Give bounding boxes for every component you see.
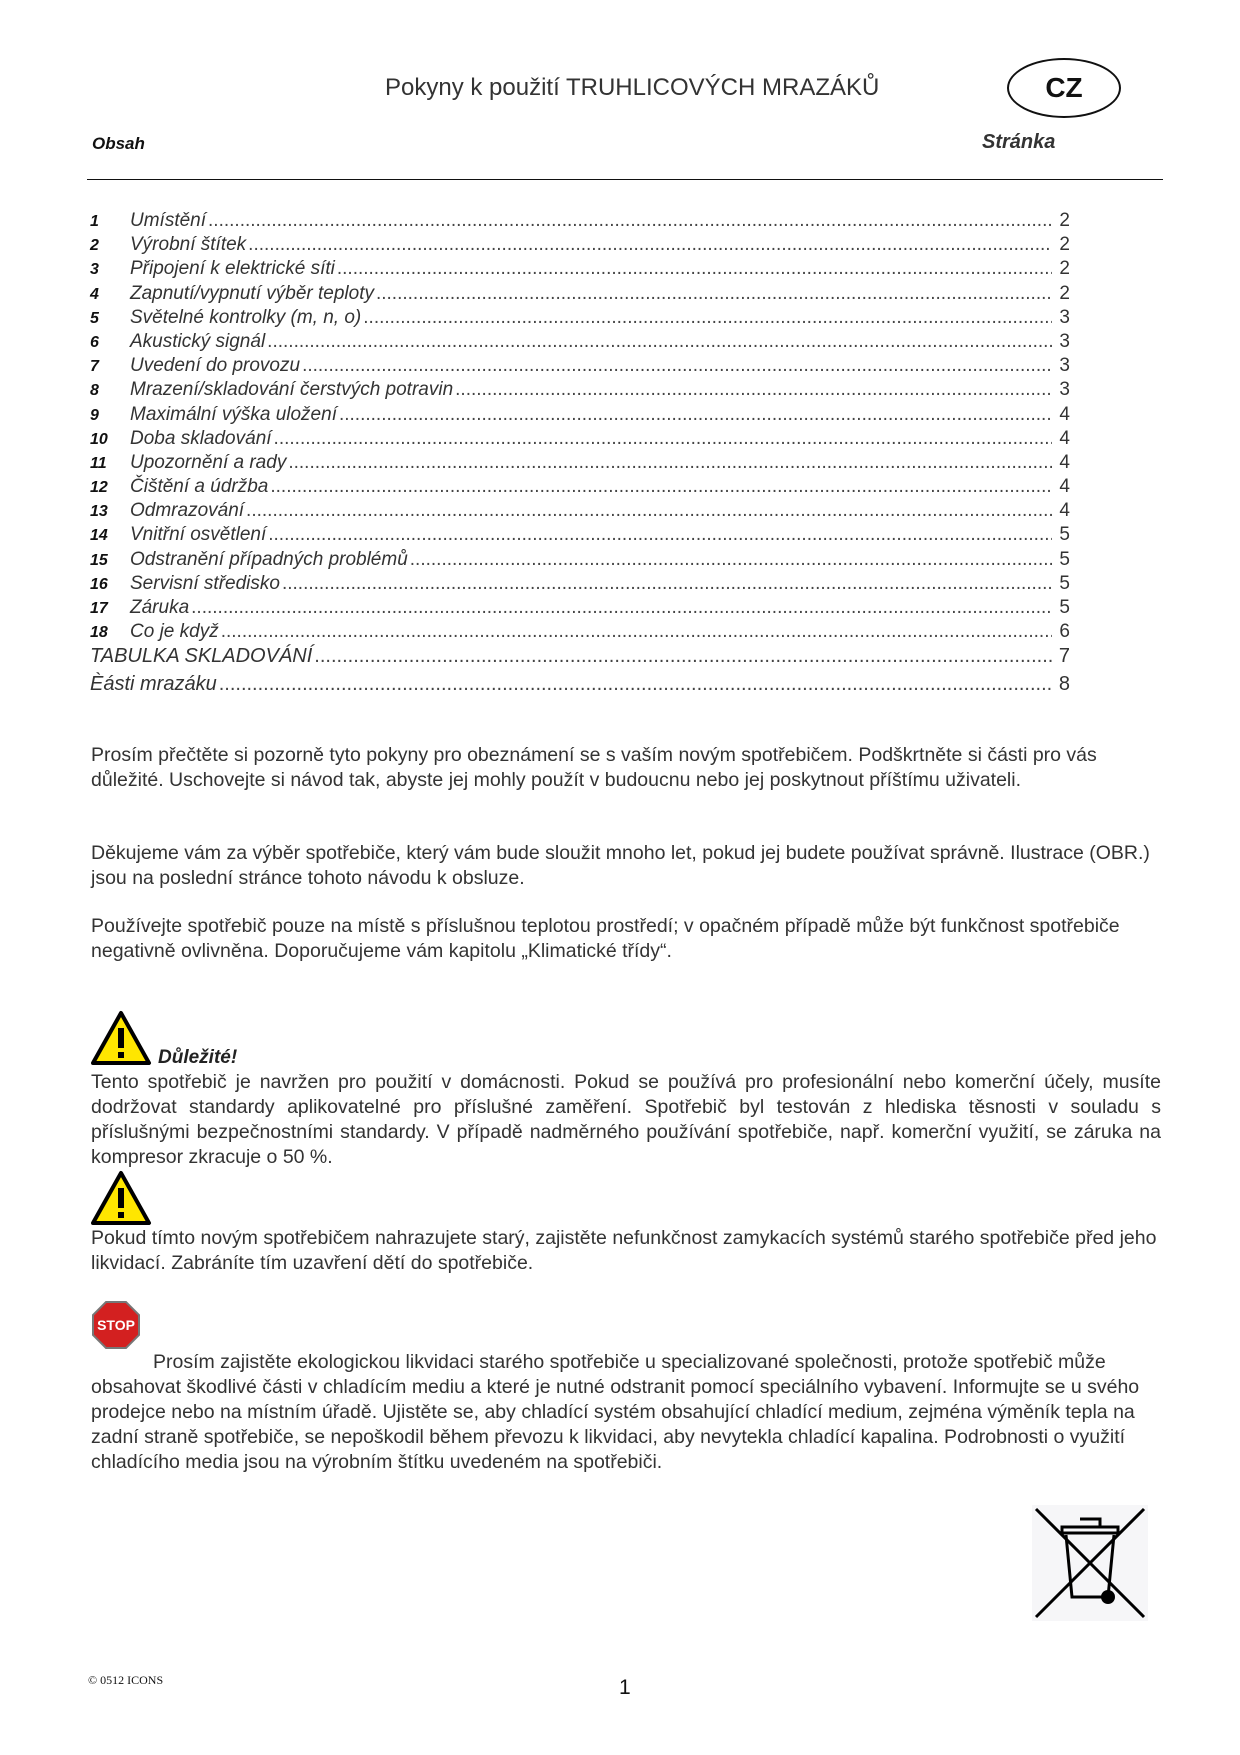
toc-entry[interactable] [90,500,1070,524]
toc-number: 10 [90,430,108,448]
toc-page: 5 [1059,572,1070,594]
toc-entry[interactable] [90,645,1070,673]
toc-page: 4 [1059,403,1070,425]
toc-leader [410,549,1052,571]
toc-label: Připojení k elektrické síti [130,258,335,280]
toc-label: Èásti mrazáku [90,673,217,696]
old-appliance-warning: Pokud tímto novým spotřebičem nahrazujete starý, zajistěte nefunkčnost zamykacích systémů starého spotřebiče před jeho likvidací. Zabráníte tím uzavření dětí do spotřebiče. [91,1227,1157,1274]
toc-number: 6 [90,333,99,351]
toc-entry[interactable] [90,524,1070,548]
toc-number: 11 [90,454,107,472]
toc-entry[interactable] [90,355,1070,379]
weee-crossed-bin-icon [1032,1505,1148,1621]
toc-leader [246,500,1052,522]
toc-page: 2 [1059,282,1070,304]
toc-leader [248,234,1052,256]
toc-label: Uvedení do provozu [130,355,301,377]
toc-leader [314,645,1052,668]
toc-leader [339,404,1052,426]
intro-paragraph: Prosím přečtěte si pozorně tyto pokyny pro obeznámení se s vaším novým spotřebičem. Podškrtněte si části pro vás důležité. Uschovejte si návod tak, abyste jej mohly použít v budoucnu nebo jej poskytnout příštímu uživateli. [91,744,1097,791]
page-number: 1 [619,1676,631,1699]
thanks-paragraph: Děkujeme vám za výběr spotřebiče, který vám bude sloužit mnoho let, pokud jej budete používat správně. Ilustrace (OBR.) jsou na poslední stránce tohoto návodu k obsluze. [91,842,1150,889]
toc-page: 2 [1059,258,1070,280]
toc-leader [219,673,1052,696]
usage-paragraph: Používejte spotřebič pouze na místě s příslušnou teplotou prostředí; v opačném případě může být funkčnost spotřebiče negativně ovlivněna. Doporučujeme vám kapitolu „Klimatické třídy“. [91,915,1120,962]
toc-label: Odmrazování [130,500,245,522]
toc-label: Vnitřní osvětlení [130,524,267,546]
toc-label: Záruka [130,597,190,618]
toc-label: Doba skladování [130,427,272,449]
toc-number: 16 [90,575,108,593]
disposal-text: Prosím zajistěte ekologickou likvidaci starého spotřebiče u specializované společnosti, protože spotřebič může obsahovat škodlivé části v chladícím mediu a které je nutné odstranit pomocí speciálního vybavení. Informujte se u svého prodejce nebo na místním úřadě. Ujistěte se, aby chladící systém obsahující chladící medium, zejména výměník tepla na zadní straně spotřebiče, se nepoškodil během převozu k likvidaci, aby nevytekla chladící kapalina. Podrobnosti o využití chladícího media jsou na výrobním štítku uvedeném na spotřebiči. [91,1351,1140,1473]
toc-label: Výrobní štítek [130,234,247,256]
country-badge: CZ [1007,58,1121,118]
toc-label: TABULKA SKLADOVÁNÍ [90,645,313,668]
toc-entry[interactable] [90,452,1070,476]
toc-page: 3 [1059,330,1070,352]
warning-triangle-icon [90,1010,152,1066]
toc-page: 7 [1058,645,1070,668]
document-title: Pokyny k použití TRUHLICOVÝCH MRAZÁKŮ [385,74,880,101]
toc-entry[interactable] [90,379,1070,403]
toc-entry[interactable] [90,476,1070,500]
toc-leader [337,258,1052,280]
toc-number: 4 [90,285,99,303]
toc-entry[interactable] [90,573,1070,597]
toc-label: Servisní středisko [130,572,280,594]
toc-entry[interactable] [90,673,1070,701]
toc-label: Upozornění a rady [130,451,287,473]
toc-page: 2 [1059,234,1070,256]
toc-leader [282,573,1052,595]
important-heading: Důležité! [158,1047,238,1068]
toc-page: 3 [1059,379,1070,401]
toc-entry[interactable] [90,210,1070,234]
toc-page: 4 [1059,451,1070,473]
toc-entry[interactable] [90,549,1070,573]
toc-page: 5 [1059,524,1070,546]
toc-page: 2 [1059,210,1070,231]
warning-triangle-icon [90,1170,152,1226]
important-text: Tento spotřebič je navržen pro použití v domácnosti. Pokud se používá pro profesionální nebo komerční účely, musíte dodržovat standardy aplikovatelné pro příslušné zaměření. Spotřebič byl testován z hlediska těsnosti v souladu s příslušnými bezpečnostními standardy. V případě nadměrného používání spotřebiče, např. komerční využití, se záruka na kompresor zkracuje o 50 %. [91,1071,1161,1168]
toc-label: Mrazení/skladování čerstvých potravin [130,379,454,401]
contents-label: Obsah [92,134,145,153]
toc-page: 5 [1059,597,1070,618]
toc-entry[interactable] [90,234,1070,258]
toc-leader [270,476,1052,498]
toc-entry[interactable] [90,428,1070,452]
toc-label: Co je když [130,621,219,643]
toc-entry[interactable] [90,621,1070,645]
toc-label: Zapnutí/vypnutí výběr teploty [130,282,374,304]
toc-number: 18 [90,624,108,642]
toc-number: 1 [90,213,99,230]
toc-number: 14 [90,527,108,545]
toc-leader [274,428,1052,450]
stop-sign-icon [91,1300,141,1350]
page-column-label: Stránka [982,131,1056,153]
toc-leader [302,355,1052,377]
toc-leader [208,210,1052,232]
toc-page: 4 [1059,476,1070,498]
table-of-contents [90,210,1070,701]
toc-number: 9 [90,406,99,424]
copyright: © 0512 ICONS [88,1673,164,1687]
toc-label: Umístění [130,210,207,231]
stop-sign-text: STOP [97,1317,135,1333]
toc-page: 4 [1059,500,1070,522]
toc-label: Akustický signál [130,330,266,352]
toc-page: 3 [1059,355,1070,377]
toc-label: Odstranění případných problémů [130,548,408,570]
toc-entry[interactable] [90,331,1070,355]
toc-entry[interactable] [90,283,1070,307]
toc-number: 7 [90,358,99,376]
toc-page: 6 [1059,621,1070,643]
toc-number: 3 [90,261,99,279]
toc-leader [363,307,1052,329]
toc-leader [267,331,1052,353]
toc-page: 4 [1059,427,1070,449]
toc-page: 8 [1058,673,1070,696]
toc-label: Čištění a údržba [130,476,269,498]
toc-entry[interactable] [90,307,1070,331]
toc-leader [191,597,1052,619]
toc-label: Maximální výška uložení [130,403,337,425]
toc-number: 5 [90,309,99,327]
toc-label: Světelné kontrolky (m, n, o) [130,306,362,328]
toc-number: 13 [90,503,108,521]
toc-leader [455,379,1052,401]
toc-page: 3 [1059,306,1070,328]
toc-page: 5 [1059,548,1070,570]
toc-leader [288,452,1052,474]
toc-number: 2 [90,237,99,255]
toc-leader [268,524,1052,546]
toc-number: 15 [90,551,108,569]
header-divider [87,179,1163,180]
toc-leader [376,283,1052,305]
toc-number: 17 [90,600,108,617]
toc-entry[interactable] [90,258,1070,282]
toc-number: 12 [90,479,108,497]
toc-entry[interactable] [90,597,1070,621]
toc-leader [221,621,1052,643]
toc-entry[interactable] [90,404,1070,428]
toc-number: 8 [90,382,99,400]
